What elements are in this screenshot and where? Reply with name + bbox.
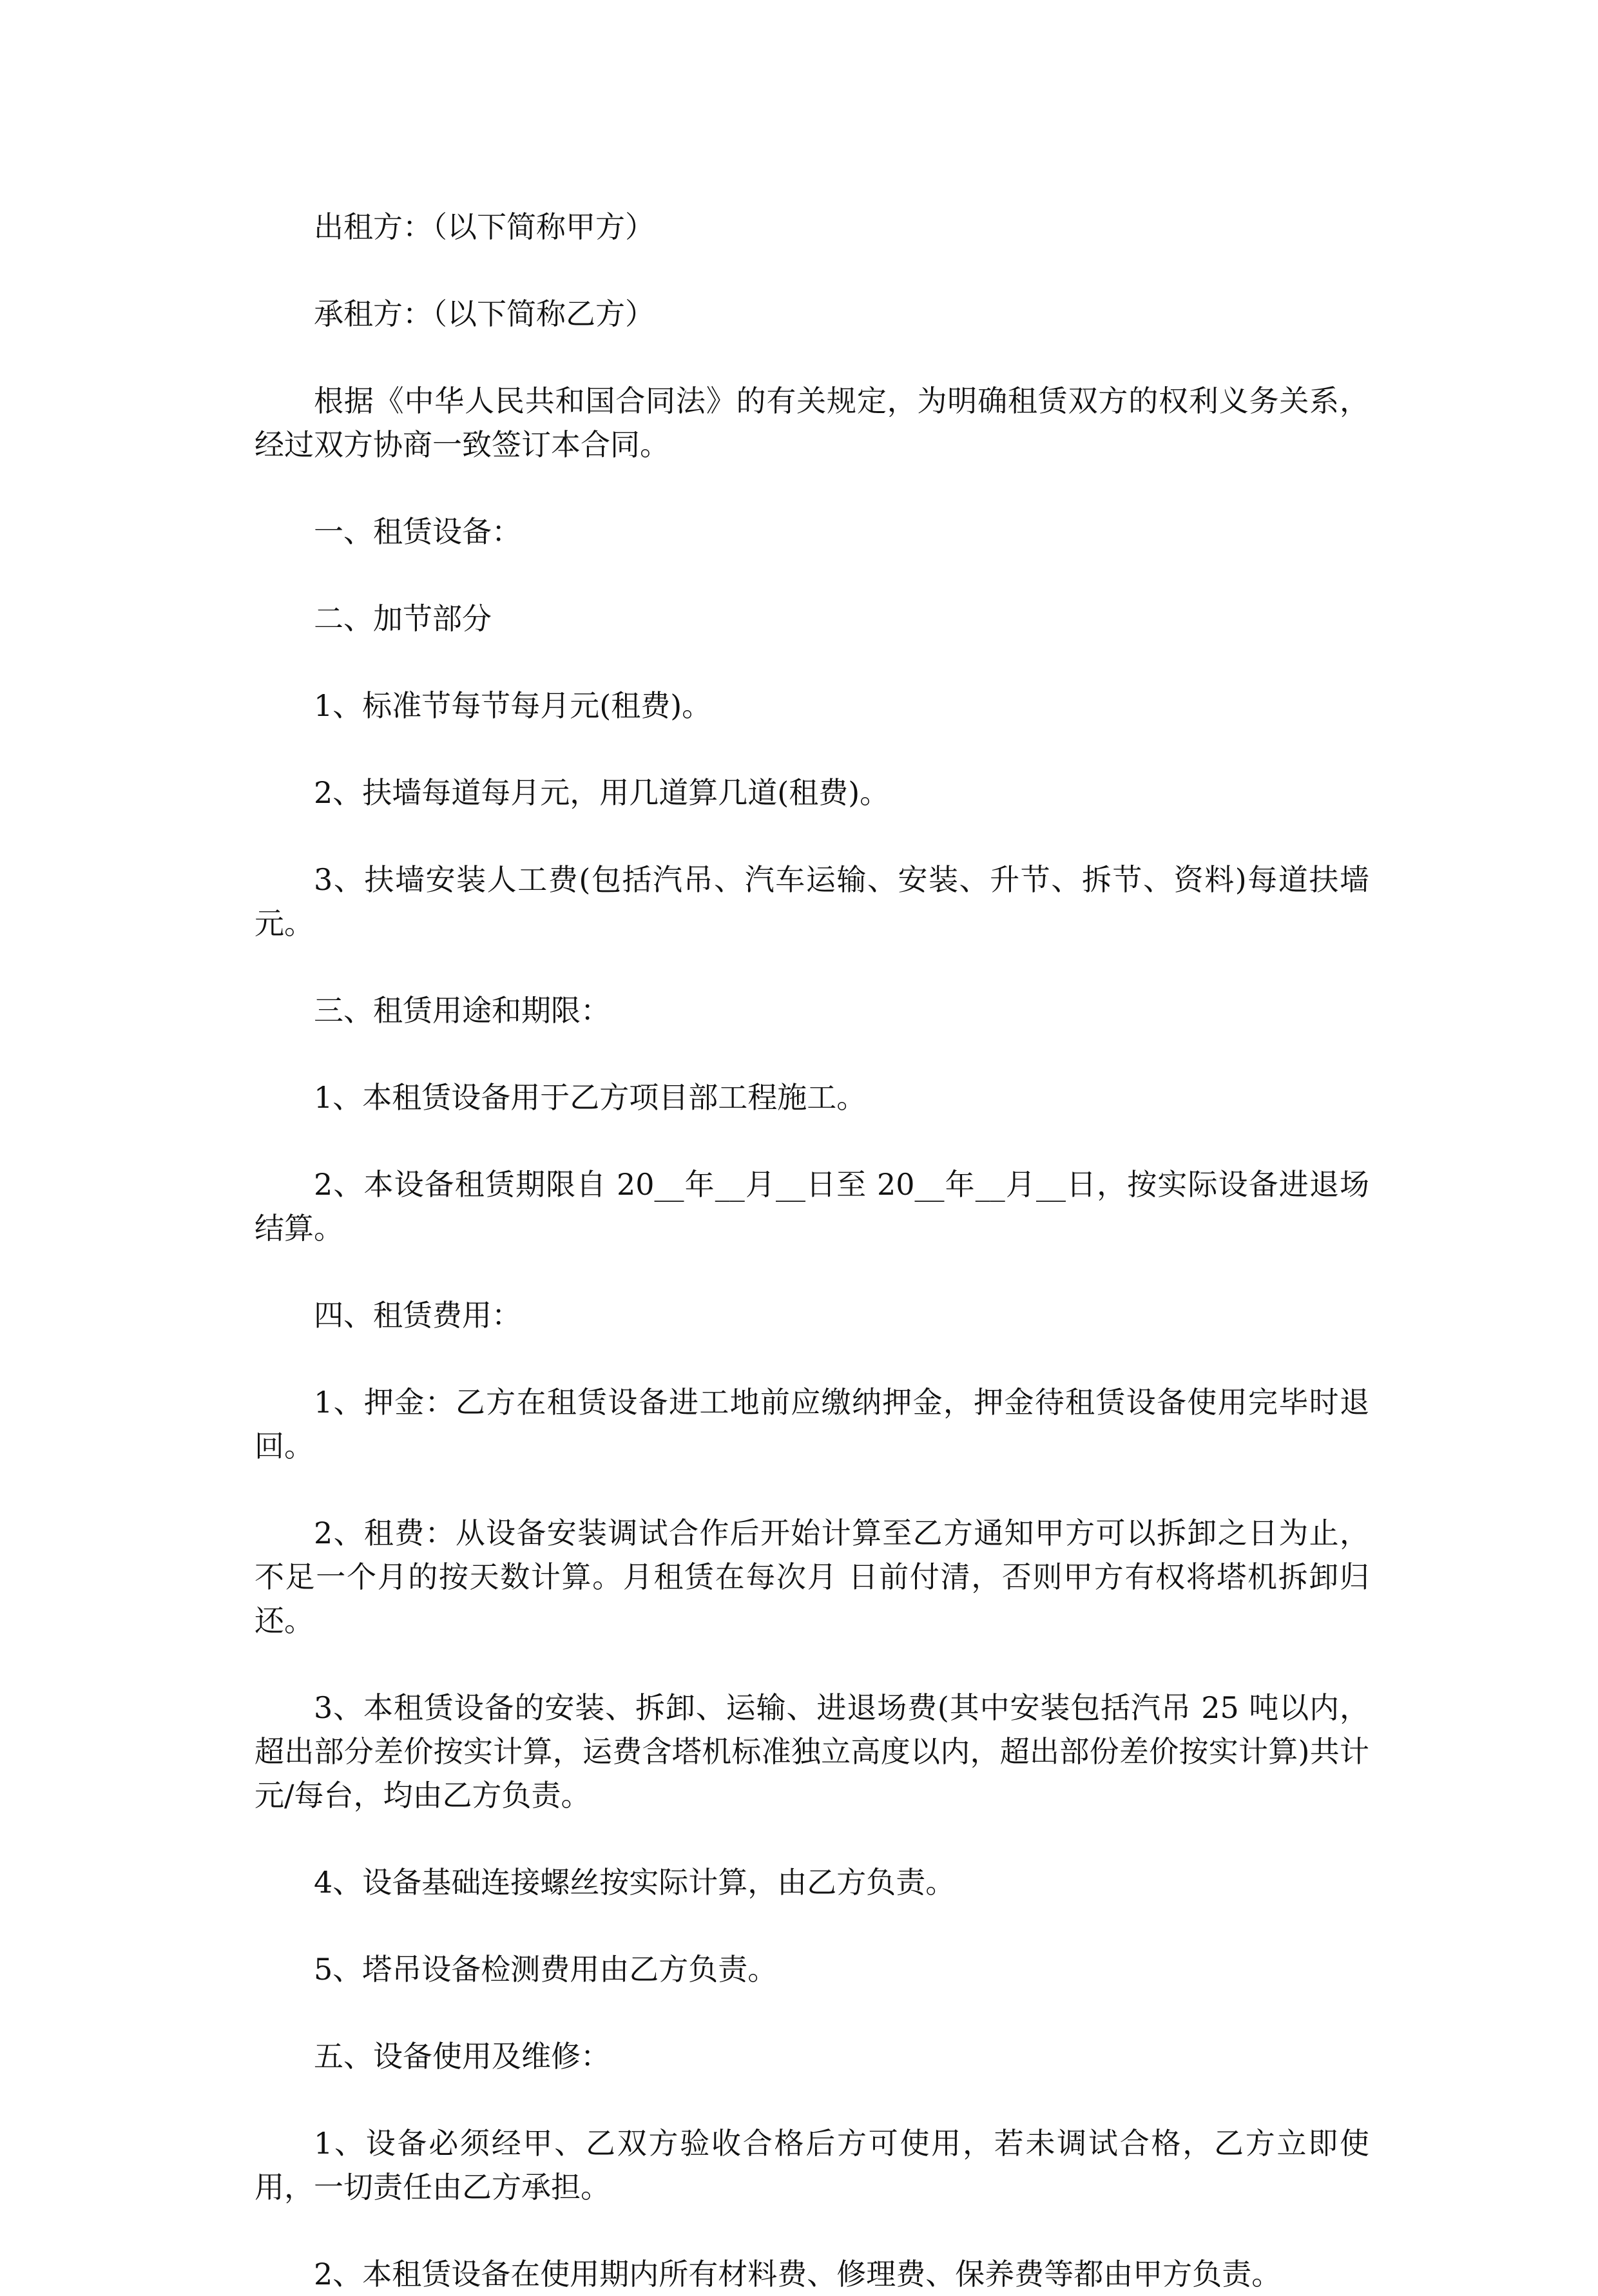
clause-item: 1、标准节每节每月元(租费)。 <box>314 688 712 723</box>
section-heading-use-maintenance: 五、设备使用及维修： <box>314 2039 610 2074</box>
clause-item: 2、扶墙每道每月元，用几道算几道(租费)。 <box>314 775 890 810</box>
clause-item: 5、塔吊设备检测费用由乙方负责。 <box>314 1952 778 1987</box>
clause-item: 3、扶墙安装人工费(包括汽吊、汽车运输、安装、升节、拆节、资料)每道扶墙 元。 <box>255 862 1369 941</box>
document-body <box>255 205 1369 2296</box>
paragraph-lessee: 承租方：（以下简称乙方） <box>314 296 655 331</box>
clause-item: 1、本租赁设备用于乙方项目部工程施工。 <box>314 1080 867 1115</box>
clause-item: 2、本设备租赁期限自 20__年__月__日至 20__年__月__日，按实际设备进退场结算。 <box>255 1167 1369 1246</box>
clause-item: 2、本租赁设备在使用期内所有材料费、修理费、保养费等都由甲方负责。 <box>314 2257 1282 2291</box>
clause-item: 2、租费：从设备安装调试合作后开始计算至乙方通知甲方可以拆卸之日为止，不足一个月的按天数计算。月租赁在每次月 日前付清，否则甲方有权将塔机拆卸归还。 <box>255 1516 1369 1638</box>
paragraph-lessor: 出租方：（以下简称甲方） <box>314 209 655 244</box>
section-heading-equipment: 一、租赁设备： <box>314 514 521 549</box>
clause-item: 1、设备必须经甲、乙双方验收合格后方可使用，若未调试合格，乙方立即使用，一切责任由乙方承担。 <box>255 2126 1369 2204</box>
clause-item: 1、押金：乙方在租赁设备进工地前应缴纳押金，押金待租赁设备使用完毕时退回。 <box>255 1385 1369 1463</box>
clause-item: 4、设备基础连接螺丝按实际计算，由乙方负责。 <box>314 1865 956 1900</box>
section-heading-fees: 四、租赁费用： <box>314 1298 521 1333</box>
clause-item: 3、本租赁设备的安装、拆卸、运输、进退场费(其中安装包括汽吊 25 吨以内，超出部分差价按实计算，运费含塔机标准独立高度以内，超出部份差价按实计算)共计 元/每台，均由乙方负责。 <box>255 1690 1369 1813</box>
section-heading-purpose-term: 三、租赁用途和期限： <box>314 993 610 1028</box>
section-heading-extension: 二、加节部分 <box>314 601 492 636</box>
paragraph-preamble: 根据《中华人民共和国合同法》的有关规定，为明确租赁双方的权利义务关系，经过双方协商一致签订本合同。 <box>255 383 1369 462</box>
